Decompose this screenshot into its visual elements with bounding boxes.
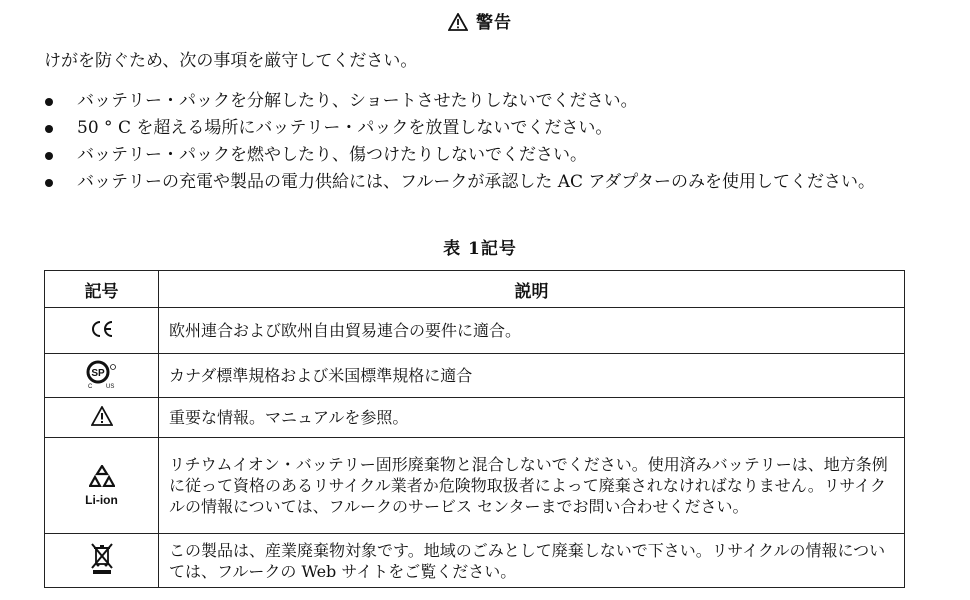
svg-text:C: C: [87, 383, 92, 389]
table-row: [45, 534, 905, 588]
table-row: [45, 308, 905, 354]
header-description: 説明: [159, 271, 905, 308]
symbol-cell: [45, 534, 159, 588]
header-symbol: 記号: [45, 271, 159, 308]
bullet-icon: [45, 179, 53, 187]
warning-triangle-icon: [448, 13, 468, 31]
li-ion-label: Li-ion: [85, 492, 118, 507]
description-cell: リチウムイオン・バッテリー固形廃棄物と混合しないでください。使用済みバッテリーは、地方条例に従って資格のあるリサイクル業者か危険物取扱者によって廃棄されなければなりません。リサイクルの情報については、フルークのサービス センターまでお問い合わせください。: [159, 438, 905, 534]
ce-mark-icon: [89, 320, 115, 338]
bullet-icon: [45, 125, 53, 133]
warning-triangle-icon: [91, 406, 113, 426]
description-cell: この製品は、産業廃棄物対象です。地域のごみとして廃棄しないで下さい。リサイクルの情報については、フルークの Web サイトをご覧ください。: [159, 534, 905, 588]
warning-heading: [0, 8, 960, 33]
table-row: [45, 438, 905, 534]
csa-mark-icon: [84, 359, 120, 389]
table-header-row: [45, 271, 905, 308]
description-cell: カナダ標準規格および米国標準規格に適合: [159, 354, 905, 398]
list-item: 50 ° C を超える場所にバッテリー・パックを放置しないでください。: [44, 115, 904, 142]
list-item: バッテリー・パックを燃やしたり、傷つけたりしないでください。: [44, 142, 904, 169]
symbol-cell: [45, 308, 159, 354]
svg-text:US: US: [105, 383, 114, 389]
svg-text:SP: SP: [90, 367, 105, 379]
symbol-cell: [45, 438, 159, 534]
warning-title: 警告: [476, 13, 512, 33]
li-ion-recycle-icon: [89, 465, 115, 487]
table-caption: 表 1記号: [443, 239, 517, 259]
list-item: バッテリーの充電や製品の電力供給には、フルークが承認した AC アダプターのみを使用してください。: [44, 169, 904, 196]
bullet-icon: [45, 152, 53, 160]
symbol-cell: [45, 398, 159, 438]
symbol-cell: [45, 354, 159, 398]
symbols-table: [44, 270, 905, 588]
bullet-icon: [45, 98, 53, 106]
warning-list: [44, 88, 904, 196]
warning-intro: けがを防ぐため、次の事項を厳守してください。: [44, 51, 418, 71]
crossed-bin-icon: [89, 543, 115, 575]
table-row: [45, 398, 905, 438]
list-item: バッテリー・パックを分解したり、ショートさせたりしないでください。: [44, 88, 904, 115]
description-cell: 欧州連合および欧州自由貿易連合の要件に適合。: [159, 308, 905, 354]
table-row: [45, 354, 905, 398]
description-cell: 重要な情報。マニュアルを参照。: [159, 398, 905, 438]
